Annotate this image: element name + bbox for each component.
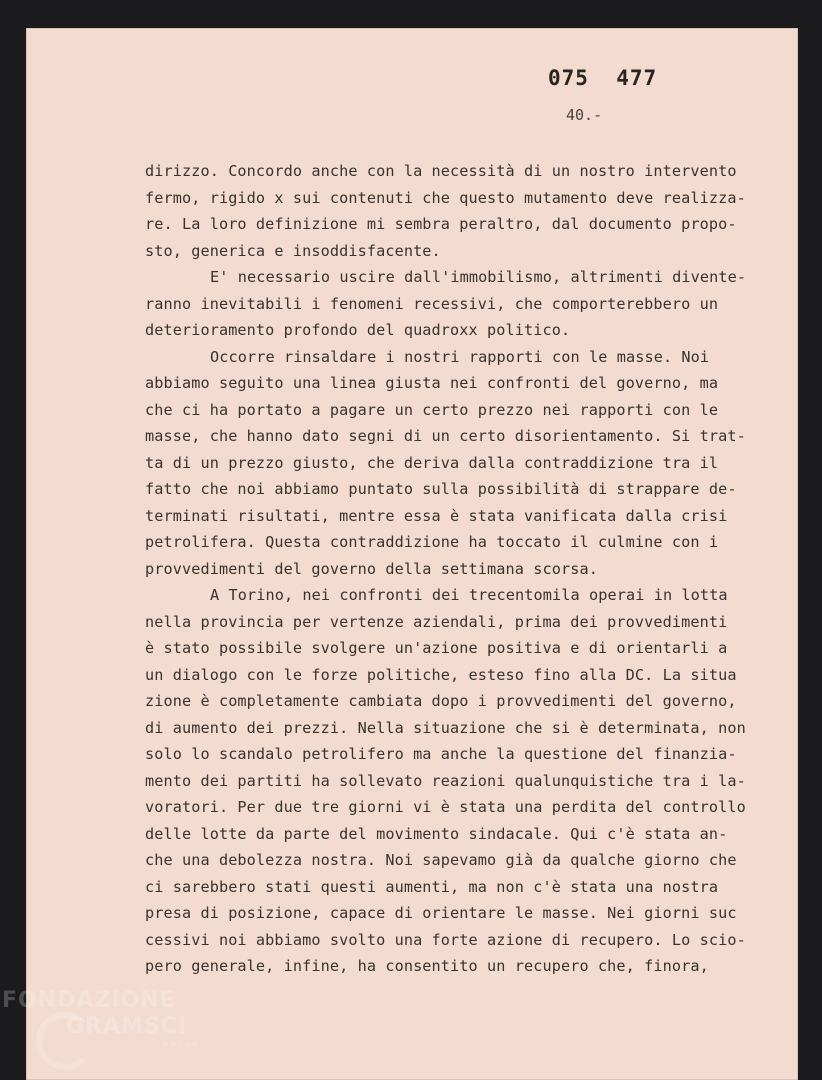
text-line: fermo, rigido x sui contenuti che questo mutamento deve realizza- [145,188,746,207]
watermark-line-3: onlus [162,1040,200,1050]
page-number: 40.- [566,106,603,124]
watermark-line-2: GRAMSCI [66,1014,188,1039]
text-line: nella provincia per vertenze aziendali, prima dei provvedimenti [145,612,728,631]
text-line: presa di posizione, capace di orientare le masse. Nei giorni suc [145,904,737,922]
text-line: che ci ha portato a pagare un certo prezzo nei rapporti con le [145,400,719,419]
text-line: re. La loro definizione mi sembra peraltro, dal documento propo- [145,215,737,233]
text-line: fatto che noi abbiamo puntato sulla possibilità di strappare de- [145,480,737,498]
watermark-line-1: FONDAZIONE [2,988,176,1013]
text-line: solo lo scandalo petrolifero ma anche la questione del finanzia- [145,745,737,763]
text-line: A Torino, nei confronti dei trecentomila operai in lotta [210,586,728,604]
text-line: ranno inevitabili i fenomeni recessivi, che comporterebbero un [145,294,719,313]
text-line: ci sarebbero stati questi aumenti, ma non c'è stata una nostra [145,877,719,896]
text-line: cessivi noi abbiamo svolto una forte azione di recupero. Lo scio- [145,930,746,949]
text-line: è stato possibile svolgere un'azione positiva e di orientarli a [145,639,728,657]
text-line: pero generale, infine, ha consentito un recupero che, finora, [145,957,709,975]
text-line: dirizzo. Concordo anche con la necessità di un nostro intervento [145,162,737,180]
document-body [145,158,785,980]
archive-number: 075 477 [548,66,658,90]
text-line: che una debolezza nostra. Noi sapevamo già da qualche giorno che [145,851,737,869]
text-line: mento dei partiti ha sollevato reazioni qualunquistiche tra i la- [145,771,746,790]
text-line: masse, che hanno dato segni di un certo disorientamento. Si trat- [145,427,746,445]
text-line: di aumento dei prezzi. Nella situazione che si è determinata, non [145,718,746,737]
text-line: E' necessario uscire dall'immobilismo, altrimenti divente- [210,268,747,286]
text-line: un dialogo con le forze politiche, esteso fino alla DC. La situa [145,665,737,684]
watermark [2,988,212,1050]
text-line: petrolifera. Questa contraddizione ha toccato il culmine con i [145,533,719,551]
text-line: abbiamo seguito una linea giusta nei confronti del governo, ma [145,374,719,392]
text-line: deterioramento profondo del quadroxx politico. [145,321,571,339]
text-line: delle lotte da parte del movimento sindacale. Qui c'è stata an- [145,824,728,843]
text-line: terminati risultati, mentre essa è stata vanificata dalla crisi [145,506,728,525]
text-line: sto, generica e insoddisfacente. [145,241,441,260]
text-line: zione è completamente cambiata dopo i provvedimenti del governo, [145,692,737,710]
text-line: voratori. Per due tre giorni vi è stata una perdita del controllo [145,798,746,816]
text-line: Occorre rinsaldare i nostri rapporti con le masse. Noi [210,347,710,366]
text-line: provvedimenti del governo della settimana scorsa. [145,559,598,578]
text-line: ta di un prezzo giusto, che deriva dalla contraddizione tra il [145,453,719,472]
